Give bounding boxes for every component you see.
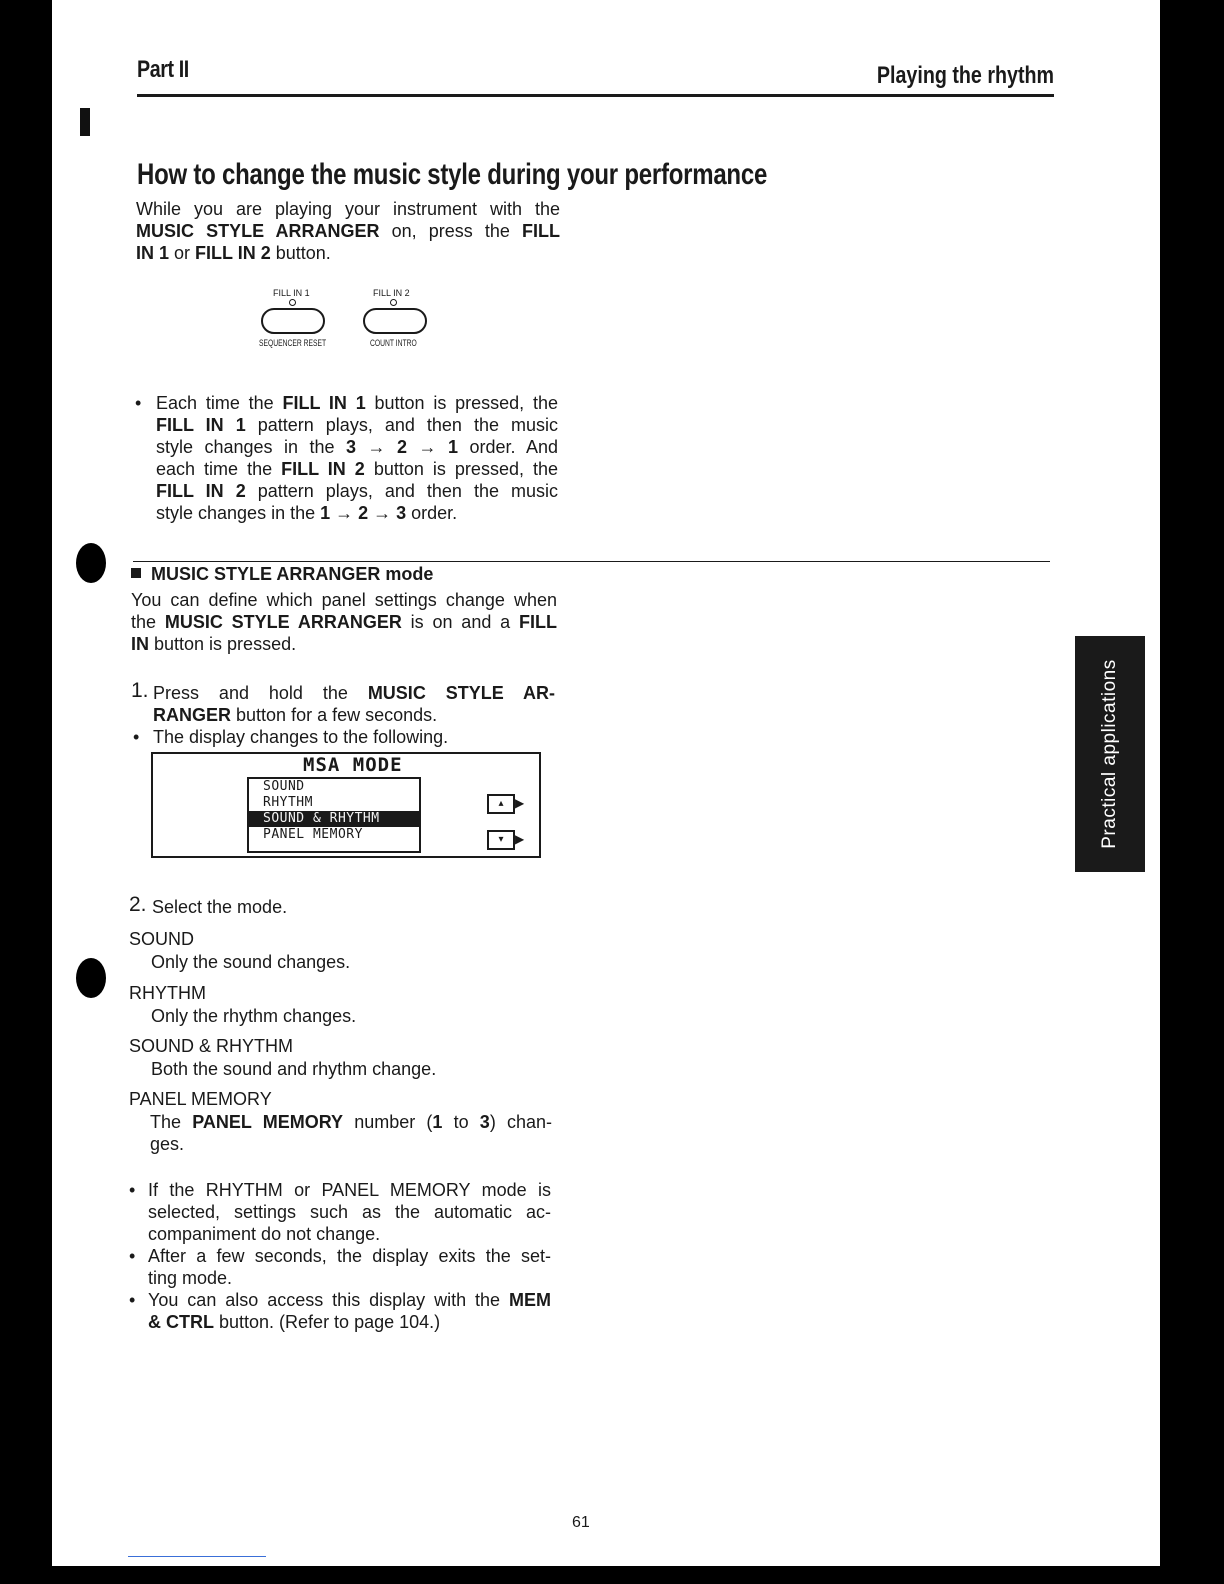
intro-line-1: While you are playing your instrument with the [136, 199, 560, 219]
mode-desc: Only the rhythm changes. [151, 1006, 357, 1026]
bullet-dot: • [135, 393, 142, 413]
step-1-line-2: RANGER button for a few seconds. [153, 705, 438, 725]
intro-line-2: MUSIC STYLE ARRANGER on, press the FILL [136, 221, 560, 241]
lcd-item-sound[interactable]: SOUND [263, 779, 305, 794]
mode-desc: The PANEL MEMORY number (1 to 3) chan- [150, 1112, 553, 1132]
scan-border-bottom [0, 1566, 1224, 1584]
fill-bullet-line-1: Each time the FILL IN 1 button is pressed, the [156, 393, 559, 413]
page-gutter [52, 0, 82, 1566]
fill-in-1-sublabel: SEQUENCER RESET [259, 338, 327, 348]
step-2-text: Select the mode. [152, 897, 288, 917]
fill-bullet-line-2: FILL IN 1 pattern plays, and then the music [156, 415, 558, 435]
header-rule [137, 94, 1054, 97]
msa-line-3: IN button is pressed. [131, 634, 297, 654]
note-3-line-2: & CTRL button. (Refer to page 104.) [148, 1312, 441, 1332]
msa-line-1: You can define which panel settings change when [131, 590, 557, 610]
fill-in-buttons-diagram [255, 288, 435, 354]
fill-in-2-label: FILL IN 2 [373, 288, 410, 298]
note-2-line-2: ting mode. [148, 1268, 233, 1288]
note-bullet-dot: • [129, 1246, 136, 1266]
lcd-item-sound-rhythm[interactable]: SOUND & RHYTHM [249, 811, 419, 827]
step-2-number: 2. [129, 893, 147, 916]
note-bullet-dot: • [129, 1290, 136, 1310]
note-1-line-2: selected, settings such as the automatic ac- [148, 1202, 551, 1222]
note-1-line-3: companiment do not change. [148, 1224, 381, 1244]
fill-in-2-lamp [390, 299, 397, 306]
note-2-line-1: After a few seconds, the display exits the set- [148, 1246, 551, 1266]
lcd-item-rhythm[interactable]: RHYTHM [263, 795, 313, 810]
lcd-up-button[interactable]: ▴ [487, 794, 515, 814]
square-bullet-icon [131, 568, 141, 578]
lcd-mode-list [247, 777, 421, 853]
note-1-line-1: If the RHYTHM or PANEL MEMORY mode is [148, 1180, 551, 1200]
section-heading: MUSIC STYLE ARRANGER mode [131, 564, 433, 585]
header-part: Part II [137, 56, 189, 83]
scan-border-left [0, 0, 52, 1584]
lcd-down-button[interactable]: ▾ [487, 830, 515, 850]
mode-name: SOUND [129, 929, 195, 949]
mode-desc: Only the sound changes. [151, 952, 351, 972]
mode-desc-cont: ges. [150, 1134, 185, 1154]
mode-desc: Both the sound and rhythm change. [151, 1059, 437, 1079]
page-number: 61 [572, 1514, 590, 1531]
intro-line-3: IN 1 or FILL IN 2 button. [136, 243, 331, 263]
fill-in-1-label: FILL IN 1 [273, 288, 310, 298]
lcd-display [151, 752, 541, 858]
scan-border-right [1160, 0, 1224, 1584]
fill-in-2-sublabel: COUNT INTRO [370, 338, 417, 348]
fill-in-1-button[interactable] [261, 308, 325, 334]
fill-bullet-line-6: style changes in the 1 → 2 → 3 order. [156, 503, 458, 523]
page-title: How to change the music style during your performance [137, 158, 768, 191]
step-1-line-1: Press and hold the MUSIC STYLE AR- [153, 683, 555, 703]
triangle-right-icon: ▶ [515, 832, 525, 846]
fill-bullet-line-3: style changes in the 3 → 2 → 1 order. And [156, 437, 558, 457]
section-rule [133, 561, 1050, 562]
side-tab [1075, 636, 1145, 872]
msa-line-2: the MUSIC STYLE ARRANGER is on and a FILL [131, 612, 557, 632]
punch-hole-lower [76, 958, 106, 998]
mode-name: RHYTHM [129, 983, 206, 1003]
mode-name: SOUND & RHYTHM [129, 1036, 294, 1056]
lcd-title: MSA MODE [303, 754, 403, 776]
scan-notch [80, 108, 90, 136]
header-chapter: Playing the rhythm [876, 62, 1054, 89]
step-1-bullet-dot: • [133, 727, 140, 747]
fill-in-2-button[interactable] [363, 308, 427, 334]
punch-hole-upper [76, 543, 106, 583]
fill-in-1-lamp [289, 299, 296, 306]
note-bullet-dot: • [129, 1180, 136, 1200]
scan-artifact-line [128, 1556, 266, 1557]
note-3-line-1: You can also access this display with the MEM [148, 1290, 551, 1310]
lcd-item-panel-memory[interactable]: PANEL MEMORY [263, 827, 363, 842]
mode-name: PANEL MEMORY [129, 1089, 272, 1109]
side-tab-label: Practical applications [1099, 659, 1120, 849]
triangle-right-icon: ▶ [515, 796, 525, 810]
fill-bullet-line-5: FILL IN 2 pattern plays, and then the music [156, 481, 558, 501]
step-1-number: 1. [131, 679, 149, 702]
step-1-bullet: The display changes to the following. [153, 727, 449, 747]
fill-bullet-line-4: each time the FILL IN 2 button is pressed, the [156, 459, 558, 479]
